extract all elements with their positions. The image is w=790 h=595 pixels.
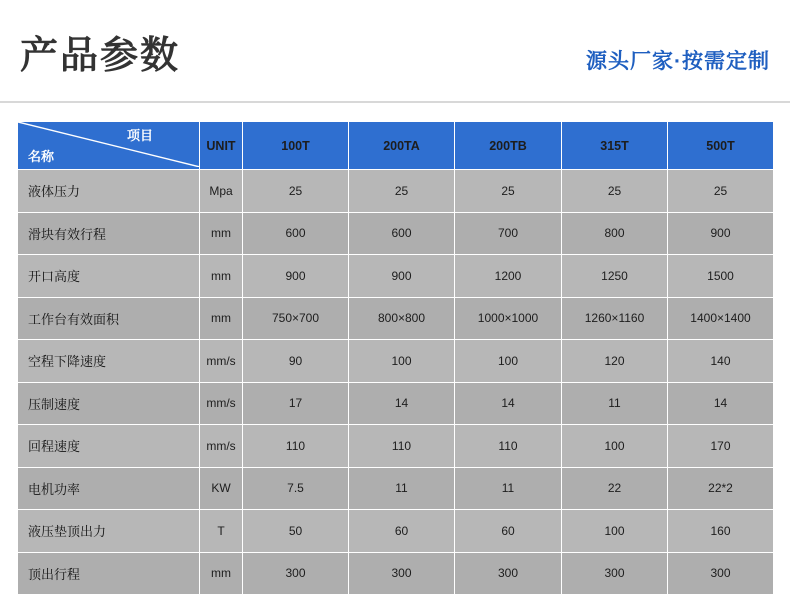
row-value: 110 xyxy=(243,425,349,468)
row-unit: mm xyxy=(200,552,243,595)
spec-table xyxy=(17,121,774,595)
row-value: 120 xyxy=(562,340,668,383)
table-row xyxy=(18,467,774,510)
column-header-100t: 100T xyxy=(243,122,349,170)
row-unit: KW xyxy=(200,467,243,510)
row-value: 900 xyxy=(243,255,349,298)
table-row xyxy=(18,552,774,595)
row-unit: Mpa xyxy=(200,170,243,213)
row-value: 300 xyxy=(668,552,774,595)
row-value: 300 xyxy=(349,552,455,595)
row-label: 液压垫顶出力 xyxy=(18,510,200,553)
row-value: 60 xyxy=(349,510,455,553)
row-unit: T xyxy=(200,510,243,553)
row-value: 160 xyxy=(668,510,774,553)
row-label: 液体压力 xyxy=(18,170,200,213)
row-label: 空程下降速度 xyxy=(18,340,200,383)
row-value: 100 xyxy=(455,340,562,383)
row-unit: mm/s xyxy=(200,382,243,425)
row-value: 100 xyxy=(562,425,668,468)
row-value: 1200 xyxy=(455,255,562,298)
column-header-unit: UNIT xyxy=(200,122,243,170)
row-value: 1250 xyxy=(562,255,668,298)
row-unit: mm xyxy=(200,212,243,255)
row-value: 25 xyxy=(455,170,562,213)
row-unit: mm xyxy=(200,297,243,340)
row-value: 600 xyxy=(349,212,455,255)
row-label: 回程速度 xyxy=(18,425,200,468)
table-header xyxy=(18,122,774,170)
table-body xyxy=(18,170,774,595)
table-row xyxy=(18,382,774,425)
row-value: 750×700 xyxy=(243,297,349,340)
row-value: 14 xyxy=(668,382,774,425)
row-label: 工作台有效面积 xyxy=(18,297,200,340)
row-label: 开口高度 xyxy=(18,255,200,298)
table-row xyxy=(18,170,774,213)
row-value: 60 xyxy=(455,510,562,553)
row-value: 800×800 xyxy=(349,297,455,340)
row-label: 顶出行程 xyxy=(18,552,200,595)
row-label: 压制速度 xyxy=(18,382,200,425)
row-value: 11 xyxy=(562,382,668,425)
row-value: 140 xyxy=(668,340,774,383)
column-header-315t: 315T xyxy=(562,122,668,170)
row-value: 170 xyxy=(668,425,774,468)
header-slogan: 源头厂家·按需定制 xyxy=(586,49,770,73)
row-value: 25 xyxy=(243,170,349,213)
column-header-200tb: 200TB xyxy=(455,122,562,170)
row-value: 100 xyxy=(562,510,668,553)
row-label: 电机功率 xyxy=(18,467,200,510)
row-value: 22*2 xyxy=(668,467,774,510)
table-row xyxy=(18,297,774,340)
spec-table-wrapper xyxy=(0,103,790,595)
row-value: 90 xyxy=(243,340,349,383)
row-value: 110 xyxy=(455,425,562,468)
table-row xyxy=(18,255,774,298)
table-row xyxy=(18,425,774,468)
row-value: 25 xyxy=(562,170,668,213)
row-value: 300 xyxy=(243,552,349,595)
row-value: 25 xyxy=(349,170,455,213)
row-value: 100 xyxy=(349,340,455,383)
row-label: 滑块有效行程 xyxy=(18,212,200,255)
corner-bottom-label: 名称 xyxy=(28,149,55,164)
corner-top-label: 项目 xyxy=(126,128,153,143)
row-value: 14 xyxy=(349,382,455,425)
row-value: 900 xyxy=(349,255,455,298)
page-title: 产品参数 xyxy=(20,34,181,77)
row-value: 11 xyxy=(349,467,455,510)
page-header xyxy=(0,0,790,103)
row-unit: mm/s xyxy=(200,340,243,383)
row-value: 1500 xyxy=(668,255,774,298)
row-value: 1400×1400 xyxy=(668,297,774,340)
column-header-500t: 500T xyxy=(668,122,774,170)
row-value: 50 xyxy=(243,510,349,553)
column-header-200ta: 200TA xyxy=(349,122,455,170)
header-row xyxy=(18,122,774,170)
row-value: 25 xyxy=(668,170,774,213)
table-row xyxy=(18,340,774,383)
row-value: 11 xyxy=(455,467,562,510)
table-corner-cell xyxy=(18,122,200,170)
table-row xyxy=(18,212,774,255)
row-value: 110 xyxy=(349,425,455,468)
row-value: 17 xyxy=(243,382,349,425)
row-value: 7.5 xyxy=(243,467,349,510)
row-value: 1000×1000 xyxy=(455,297,562,340)
row-value: 600 xyxy=(243,212,349,255)
row-unit: mm xyxy=(200,255,243,298)
row-unit: mm/s xyxy=(200,425,243,468)
table-row xyxy=(18,510,774,553)
row-value: 900 xyxy=(668,212,774,255)
row-value: 14 xyxy=(455,382,562,425)
row-value: 700 xyxy=(455,212,562,255)
row-value: 300 xyxy=(455,552,562,595)
row-value: 1260×1160 xyxy=(562,297,668,340)
row-value: 300 xyxy=(562,552,668,595)
row-value: 22 xyxy=(562,467,668,510)
row-value: 800 xyxy=(562,212,668,255)
